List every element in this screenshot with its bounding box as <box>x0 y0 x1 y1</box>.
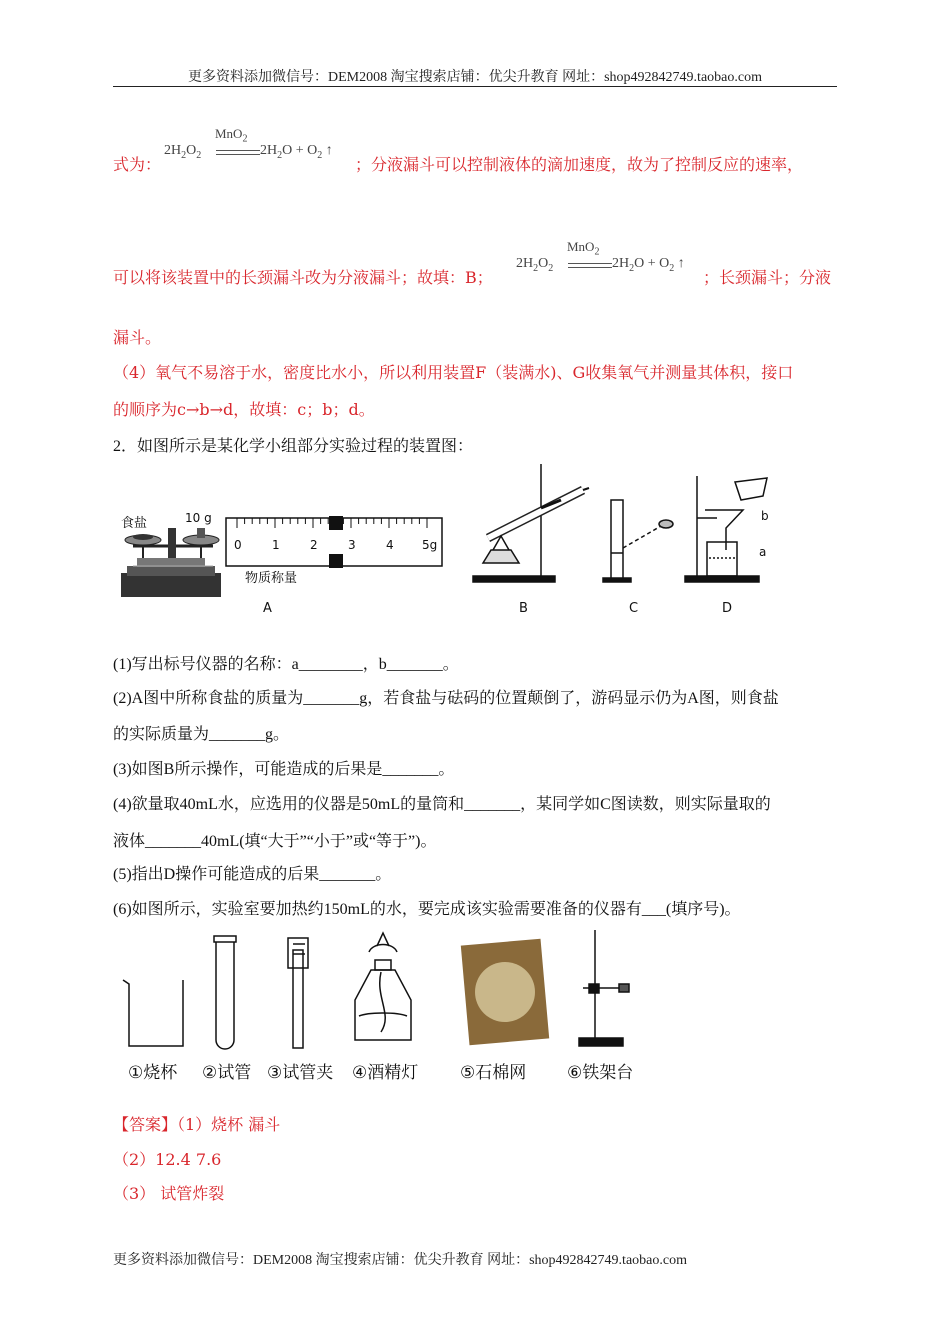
rider-scale <box>226 516 442 568</box>
answer3-line1-prefix: 式为： <box>113 155 162 174</box>
test-tube-drawing <box>214 936 236 1049</box>
equation-2: MnO$_2$ $2H_2O_2$ $2H_2O + O_2$ ↑ <box>516 239 685 274</box>
instrument-6: ⑥铁架台 <box>567 1063 634 1083</box>
instrument-4: ④酒精灯 <box>352 1063 419 1083</box>
instrument-2: ②试管 <box>202 1063 252 1083</box>
iron-stand-drawing <box>579 930 629 1046</box>
svg-text:1: 1 <box>272 538 280 552</box>
q1: (1)写出标号仪器的名称：a________，b_______。 <box>113 656 459 673</box>
instrument-1: ①烧杯 <box>128 1063 178 1083</box>
svg-text:2: 2 <box>310 538 318 552</box>
mark-a: a <box>759 545 767 559</box>
header-rule <box>113 86 837 87</box>
answer3-line1-suffix: ；分液漏斗可以控制液体的滴加速度，故为了控制反应的速率， <box>355 155 804 174</box>
svg-text:3: 3 <box>348 538 356 552</box>
label-D: D <box>722 601 733 616</box>
q2-line1: (2)A图中所称食盐的质量为_______g，若食盐与砝码的位置颠倒了，游码显示仍为A图，则食盐 <box>113 690 779 707</box>
q3: (3)如图B所示操作，可能造成的后果是_______。 <box>113 761 455 778</box>
label-C: C <box>629 601 639 616</box>
svg-text:5g: 5g <box>422 538 438 552</box>
cylinder-setup-C <box>603 500 673 582</box>
heating-setup-B <box>473 464 589 582</box>
page-header: 更多资料添加微信号：DEM2008 淘宝搜索店铺：优尖升教育 网址：shop492842749.taobao.com <box>188 70 762 85</box>
instrument-3: ③试管夹 <box>267 1063 334 1083</box>
equation-1: MnO$_2$ $2H_2O_2$ $2H_2O + O_2$ ↑ <box>164 126 333 161</box>
svg-text:0: 0 <box>234 538 242 552</box>
q6: (6)如图所示，实验室要加热约150mL的水，要完成该实验需要准备的仪器有___(填序号)。 <box>113 901 741 918</box>
weight-label: 10 g <box>185 511 212 525</box>
answer4-line2: 的顺序为c→b→d，故填：c；b；d。 <box>113 400 375 419</box>
answer4-line1: （4）氧气不易溶于水，密度比水小，所以利用装置F（装满水)、G收集氧气并测量其体积，接口 <box>113 363 794 382</box>
apparatus-figure <box>113 458 793 623</box>
scale-caption: 物质称量 <box>245 571 298 586</box>
label-A: A <box>263 601 272 616</box>
svg-text:4: 4 <box>386 538 394 552</box>
instruments-figure <box>113 928 673 1053</box>
mark-b: b <box>761 509 769 523</box>
answer-1: 【答案】（1）烧杯 漏斗 <box>113 1115 281 1134</box>
q4-line1: (4)欲量取40mL水，应选用的仪器是50mL的量筒和_______，某同学如C图读数，则实际量取的 <box>113 796 771 813</box>
q5: (5)指出D操作可能造成的后果_______。 <box>113 866 392 883</box>
question2-stem: 2．如图所示是某化学小组部分实验过程的装置图： <box>113 438 474 455</box>
test-tube-clamp-drawing <box>288 938 308 1048</box>
balance-diagram <box>121 528 221 597</box>
q4-line2: 液体_______40mL(填“大于”“小于”或“等于”)。 <box>113 833 437 850</box>
answer3-line2-suffix: ；长颈漏斗；分液 <box>703 268 832 287</box>
answer3-line2-prefix: 可以将该装置中的长颈漏斗改为分液漏斗；故填：B； <box>113 268 493 287</box>
q2-line2: 的实际质量为_______g。 <box>113 726 290 743</box>
answer-2: （2）12.4 7.6 <box>113 1150 222 1169</box>
instrument-5: ⑤石棉网 <box>460 1063 527 1083</box>
filtration-setup-D <box>685 476 767 582</box>
answer-3: （3） 试管炸裂 <box>113 1184 225 1203</box>
answer3-line3: 漏斗。 <box>113 328 162 347</box>
salt-label: 食盐 <box>121 516 148 531</box>
asbestos-gauze-drawing <box>461 939 549 1046</box>
page-footer: 更多资料添加微信号：DEM2008 淘宝搜索店铺：优尖升教育 网址：shop492842749.taobao.com <box>113 1253 687 1268</box>
label-B: B <box>519 601 528 616</box>
alcohol-lamp-drawing <box>355 933 411 1040</box>
beaker-drawing <box>123 980 183 1046</box>
